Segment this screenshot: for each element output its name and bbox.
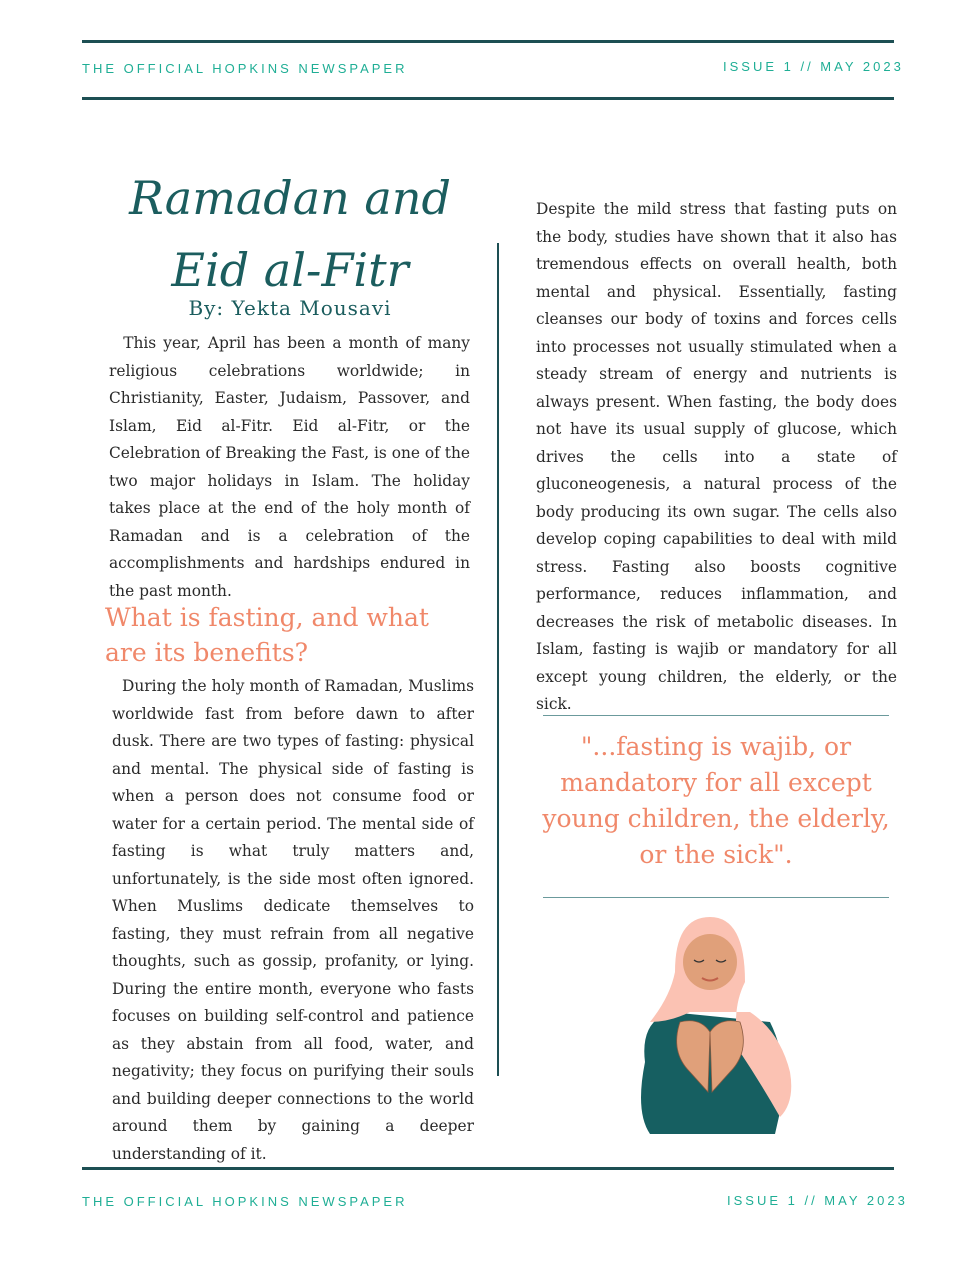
header-rule-bottom (82, 97, 894, 100)
intro-paragraph: This year, April has been a month of many religious celebrations worldwide; in Christianity, Easter, Judaism, Passover, and Islam, Eid al-Fitr. Eid al-Fitr, or the Celebration of Breaking the Fast, is one of the two major holidays in Islam. The holiday takes place at the end of the holy month of Ramadan and is a celebration of the accomplishments and hardships endured in the past month. (109, 334, 470, 600)
pull-quote: "...fasting is wajib, or mandatory for all except young children, the elderly, or the sick". (542, 732, 890, 869)
newspaper-name: THE OFFICIAL HOPKINS NEWSPAPER (82, 61, 408, 76)
byline: By: Yekta Mousavi (188, 296, 392, 320)
health-paragraph: Despite the mild stress that fasting puts on the body, studies have shown that it also has tremendous effects on overall health, both mental and physical. Essentially, fasting cleanses our body of toxins and forces cells into processes not usually stimulated when a steady stream of energy and nutrients is always present. When fasting, the body does not have its usual supply of glucose, which drives the cells into a state of gluconeogenesis, a natural process of the body producing its own sugar. The cells also develop coping capabilities to deal with mild stress. Fasting also boosts cognitive performance, reduces inflammation, and decreases the risk of metabolic diseases. In Islam, fasting is wajib or mandatory for all except young children, the elderly, or the sick. (536, 200, 897, 713)
section-heading: What is fasting, and what are its benefits? (105, 603, 429, 667)
issue-date: ISSUE 1 // MAY 2023 (723, 59, 904, 74)
article-title: Ramadan and Eid al-Fitr (129, 171, 451, 297)
praying-woman-illustration (630, 912, 800, 1137)
header-rule-top (82, 40, 894, 43)
fasting-paragraph: During the holy month of Ramadan, Muslims worldwide fast from before dawn to after dusk. There are two types of fasting: physical and mental. The physical side of fasting is when a person does not consume food or water for a certain period. The mental side of fasting is what truly matters and, unfortunately, is the side most often ignored. When Muslims dedicate themselves to fasting, they must refrain from all negative thoughts, such as gossip, profanity, or lying. During the entire month, everyone who fasts focuses on building self-control and patience as they abstain from all food, water, and negativity; they focus on purifying their souls and building deeper connections to the world around them by gaining a deeper understanding of it. (112, 677, 474, 1163)
footer-newspaper-name: THE OFFICIAL HOPKINS NEWSPAPER (82, 1194, 408, 1209)
quote-rule-top (543, 715, 889, 716)
footer-issue-date: ISSUE 1 // MAY 2023 (727, 1193, 908, 1208)
column-divider (497, 243, 499, 1076)
footer-rule (82, 1167, 894, 1170)
quote-rule-bottom (543, 897, 889, 898)
